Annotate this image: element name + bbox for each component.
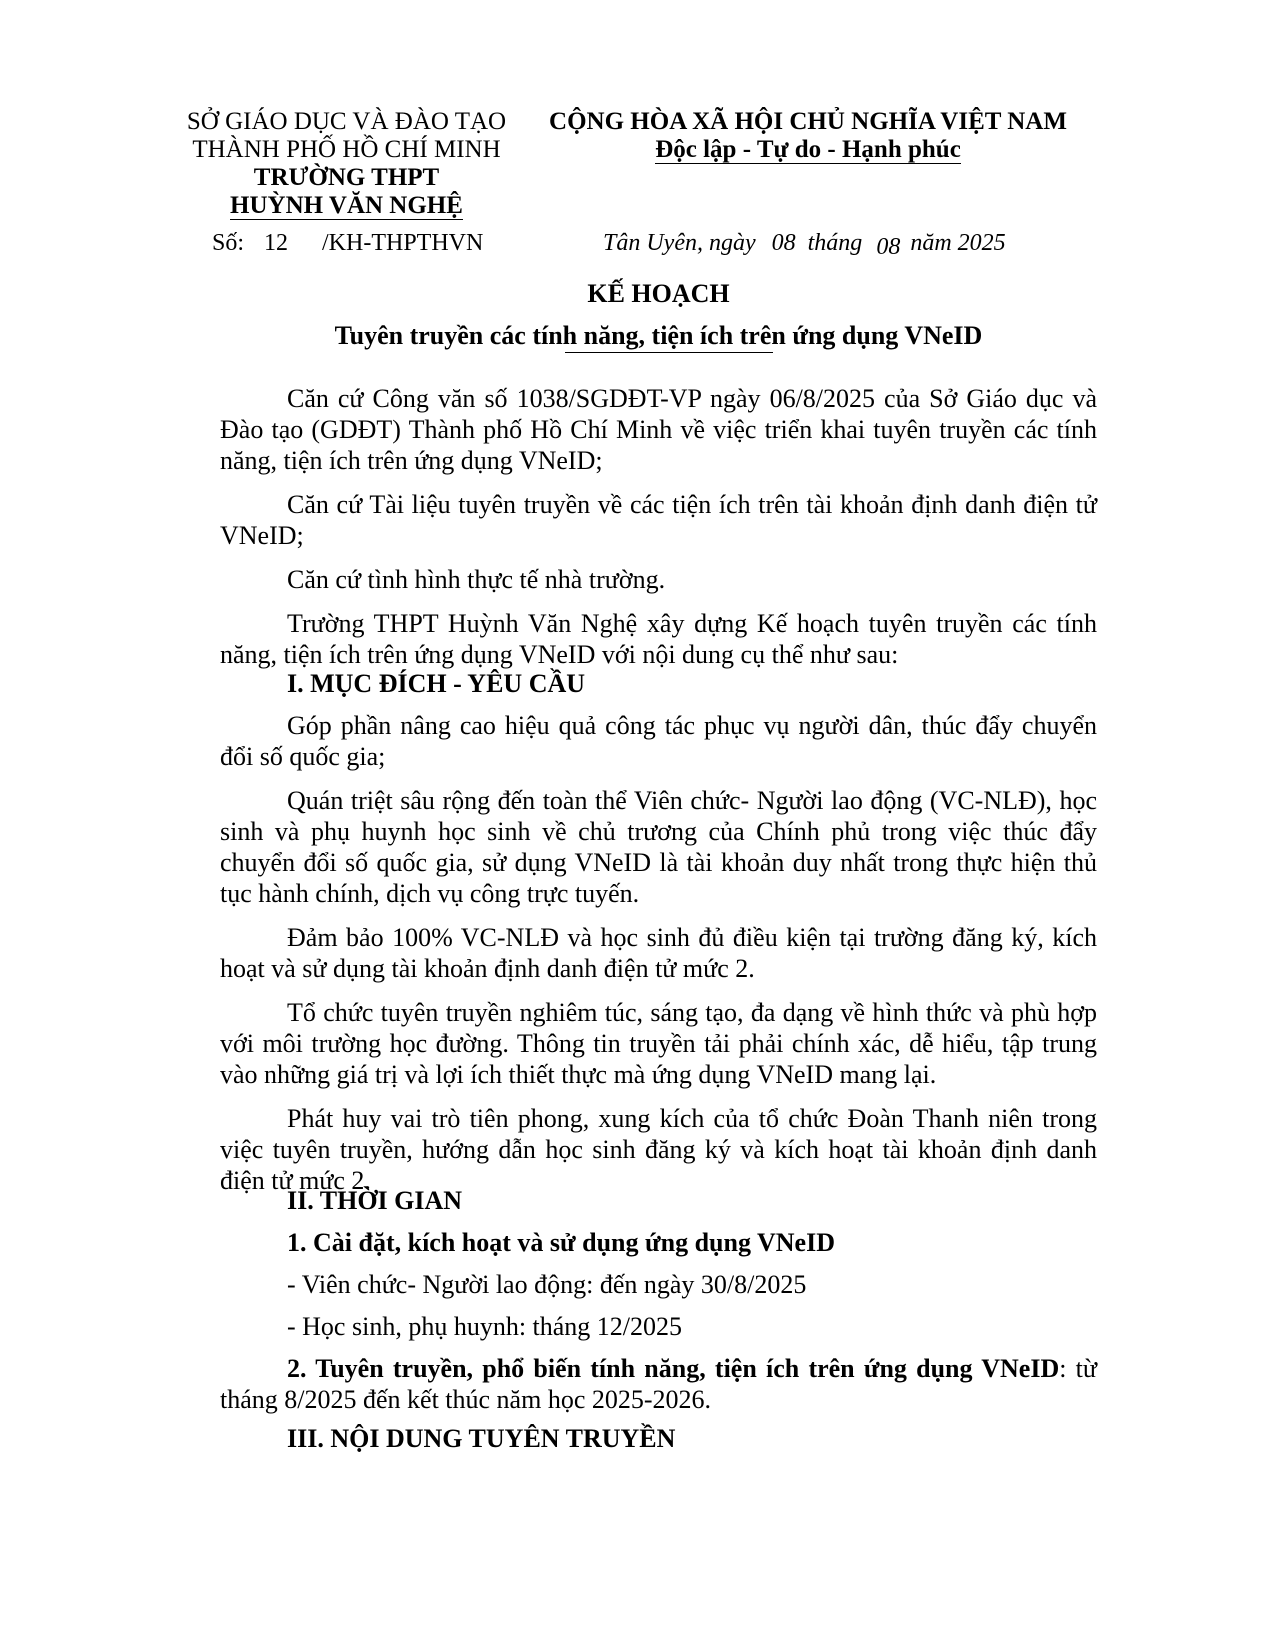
- section-2-item-1: - Viên chức- Người lao động: đến ngày 30/8/2025: [287, 1270, 807, 1299]
- date-month-label: tháng: [807, 230, 863, 256]
- date-line: [603, 230, 1006, 260]
- intro-paragraph-3: Căn cứ tình hình thực tế nhà trường.: [287, 565, 666, 594]
- doc-number-label: Số:: [212, 230, 245, 256]
- section-2-item-2: - Học sinh, phụ huynh: tháng 12/2025: [287, 1312, 683, 1341]
- school-name-line-1: TRƯỜNG THPT: [253, 164, 440, 191]
- date-place: Tân Uyên, ngày: [603, 230, 756, 256]
- intro-section: [220, 383, 1097, 670]
- section-2-sub2-heading: 2. Tuyên truyền, phổ biến tính năng, tiện ích trên ứng dụng VNeID: [287, 1354, 1060, 1383]
- date-month: 08: [876, 234, 901, 260]
- date-day: 08: [771, 230, 796, 256]
- section-2-heading: II. THỜI GIAN: [287, 1186, 463, 1215]
- date-year: năm 2025: [910, 230, 1006, 256]
- section-2-sub2-text: : từ tháng 8/2025 đến kết thúc năm học 2025-2026.: [220, 1354, 1097, 1414]
- section-1-paragraph-1: Góp phần nâng cao hiệu quả công tác phục vụ người dân, thúc đẩy chuyển đổi số quốc gia;: [220, 711, 1097, 771]
- section-2-sub2: [220, 1353, 1097, 1415]
- subtitle-underline: [565, 352, 773, 353]
- doc-number-code: /KH-THPTHVN: [322, 230, 484, 256]
- section-1-heading: I. MỤC ĐÍCH - YÊU CẦU: [287, 669, 586, 698]
- section-1-paragraph-4: Tổ chức tuyên truyền nghiêm túc, sáng tạo, đa dạng về hình thức và phù hợp với môi trường học đường. Thông tin truyền tải phải chính xác, dễ hiểu, tập trung vào những giá trị và lợi ích thiết thực mà ứng dụng VNeID mang lại.: [220, 998, 1097, 1089]
- school-name-line-2: HUỲNH VĂN NGHỆ: [230, 192, 463, 219]
- section-3-heading: III. NỘI DUNG TUYÊN TRUYỀN: [287, 1424, 676, 1453]
- section-1-paragraph-3: Đảm bảo 100% VC-NLĐ và học sinh đủ điều kiện tại trường đăng ký, kích hoạt và sử dụng tài khoản định danh điện tử mức 2.: [220, 923, 1097, 983]
- authority-line-1: SỞ GIÁO DỤC VÀ ĐÀO TẠO: [186, 108, 507, 135]
- intro-paragraph-1: Căn cứ Công văn số 1038/SGDĐT-VP ngày 06/8/2025 của Sở Giáo dục và Đào tạo (GDĐT) Thành phố Hồ Chí Minh về việc triển khai tuyên truyền các tính năng, tiện ích trên ứng dụng VNeID;: [220, 384, 1097, 475]
- national-motto: [548, 108, 1068, 164]
- authority-line-2: THÀNH PHỐ HỒ CHÍ MINH: [192, 136, 501, 163]
- section-1-paragraph-5: Phát huy vai trò tiên phong, xung kích của tổ chức Đoàn Thanh niên trong việc tuyên truyền, hướng dẫn học sinh đăng ký và kích hoạt tài khoản định danh điện tử mức 2.: [220, 1104, 1097, 1195]
- document-title: KẾ HOẠCH: [587, 279, 730, 308]
- section-1-body: [220, 710, 1097, 1196]
- nation-name: CỘNG HÒA XÃ HỘI CHỦ NGHĨA VIỆT NAM: [549, 108, 1067, 135]
- document-subtitle: Tuyên truyền các tính năng, tiện ích trên ứng dụng VNeID: [334, 321, 983, 350]
- section-1-paragraph-2: Quán triệt sâu rộng đến toàn thể Viên chức- Người lao động (VC-NLĐ), học sinh và phụ huynh học sinh về chủ trương của Chính phủ trong việc thúc đẩy chuyển đổi số quốc gia, sử dụng VNeID là tài khoản duy nhất trong thực hiện thủ tục hành chính, dịch vụ công trực tuyến.: [220, 786, 1097, 908]
- document-number: [212, 230, 483, 257]
- issuing-authority: [180, 108, 513, 220]
- doc-number-value: 12: [264, 230, 289, 256]
- intro-paragraph-4: Trường THPT Huỳnh Văn Nghệ xây dựng Kế hoạch tuyên truyền các tính năng, tiện ích trên ứng dụng VNeID với nội dung cụ thể như sau:: [220, 609, 1097, 669]
- motto: Độc lập - Tự do - Hạnh phúc: [655, 136, 961, 163]
- intro-paragraph-2: Căn cứ Tài liệu tuyên truyền về các tiện ích trên tài khoản định danh điện tử VNeID;: [220, 490, 1097, 550]
- section-2-sub1-heading: 1. Cài đặt, kích hoạt và sử dụng ứng dụng VNeID: [287, 1228, 835, 1257]
